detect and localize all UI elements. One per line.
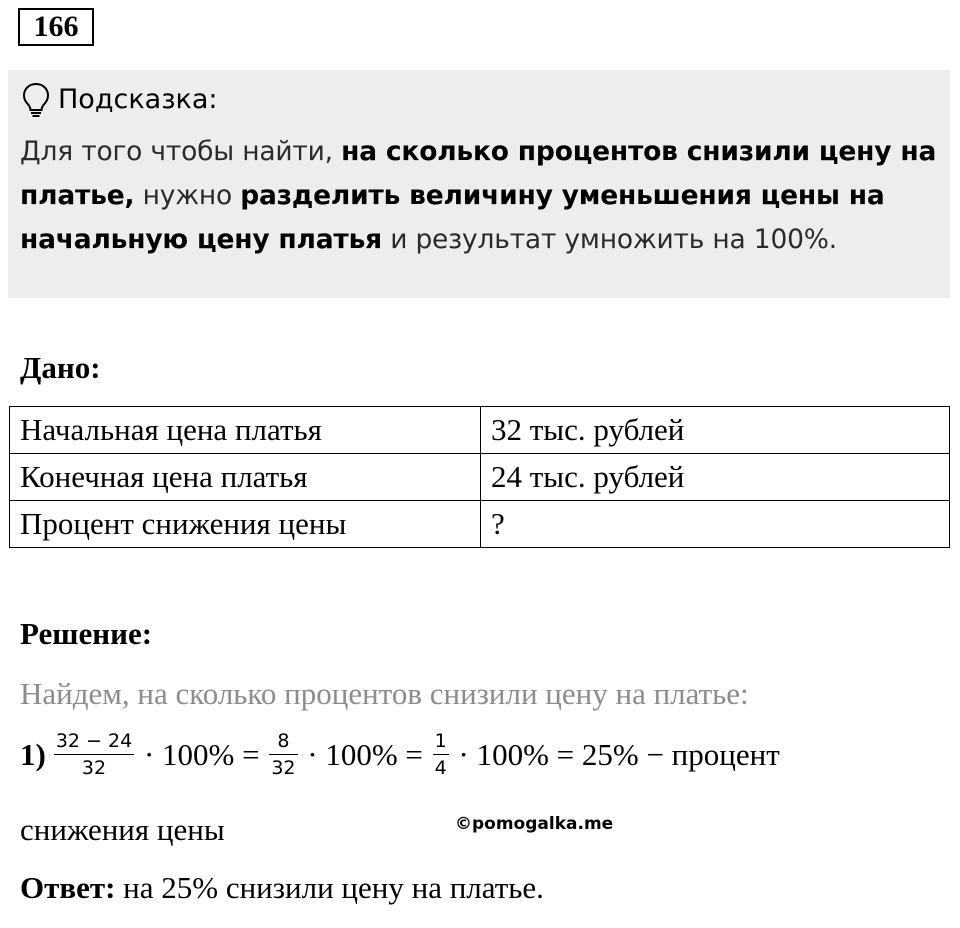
table-row <box>10 407 950 454</box>
table-cell: Начальная цена платья <box>10 407 481 454</box>
hint-title-text: Подсказка: <box>58 84 218 115</box>
table-cell: 32 тыс. рублей <box>481 407 950 454</box>
step-number: 1) <box>20 736 46 772</box>
solution-intro: Найдем, на сколько процентов снизили цену на платье: <box>20 676 749 711</box>
table-row <box>10 501 950 548</box>
answer-text: на 25% снизили цену на платье. <box>115 870 544 905</box>
solution-step-1: 1) $\frac{32 - 24}{32}$ · 100% = $\frac{8}{32}$ · 100% = $\frac{1}{4}$ · 100% = 25% − процент <box>20 730 780 779</box>
solution-label: Решение: <box>20 616 153 651</box>
fraction-2: $\frac{8}{32}$ <box>271 730 296 779</box>
watermark: ©pomogalka.me <box>455 814 614 834</box>
answer-line <box>20 870 544 906</box>
table-row <box>10 454 950 501</box>
task-number: 166 <box>18 8 94 46</box>
table-cell: Конечная цена платья <box>10 454 481 501</box>
table-cell: ? <box>481 501 950 548</box>
hint-text: Для того чтобы найти, на сколько процентов снизили цену на платье, нужно разделить величину уменьшения цены на начальную цену платья и результат умножить на 100%. <box>20 136 937 255</box>
given-label: Дано: <box>20 350 101 385</box>
table-cell: Процент снижения цены <box>10 501 481 548</box>
solution-continuation: снижения цены <box>20 812 225 847</box>
hint-box <box>8 70 950 298</box>
lightbulb-icon <box>22 82 50 118</box>
answer-label: Ответ: <box>20 870 116 905</box>
fraction-3: $\frac{1}{4}$ <box>434 730 447 779</box>
given-table <box>9 406 950 548</box>
hint-title <box>22 82 218 118</box>
fraction-1: $\frac{32 - 24}{32}$ <box>55 730 133 779</box>
table-cell: 24 тыс. рублей <box>481 454 950 501</box>
